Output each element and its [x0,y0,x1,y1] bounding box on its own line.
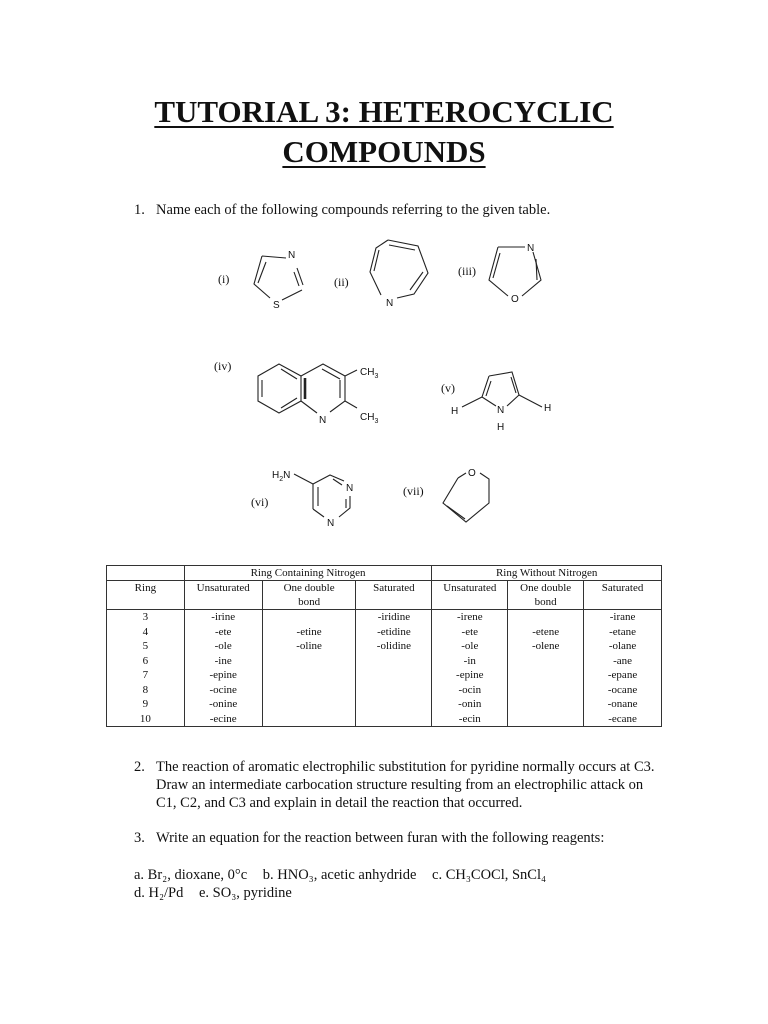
header-n-one-double-bond: One double bond [262,581,356,610]
label-iii: (iii) [458,264,476,278]
cell-n-saturated: -iridine [356,610,432,625]
page-title [0,92,768,172]
cell-n-unsaturated: -ocine [184,683,262,698]
atom-n-i: N [288,250,296,261]
table-row [107,712,662,727]
cell-o-saturated: -epane [584,668,662,683]
header-o-unsaturated: Unsaturated [432,581,508,610]
molecule-vii-dihydrofuran [443,473,489,522]
cell-o-saturated: -olane [584,639,662,654]
atom-o-vii: O [468,468,476,479]
table-column-header-row [107,581,662,610]
cell-ring: 6 [107,654,185,669]
cell-o-unsaturated: -irene [432,610,508,625]
cell-o-unsaturated: -epine [432,668,508,683]
reagent-e: e. SO₃, pyridine [199,885,292,901]
cell-n-saturated: -etidine [356,625,432,640]
cell-ring: 4 [107,625,185,640]
cell-o-saturated: -etane [584,625,662,640]
reagent-c: c. CH₃COCl, SnCl₄ [432,867,547,883]
molecule-iii-oxazole [489,247,541,296]
question-2 [134,758,664,812]
table-group-header-row [107,566,662,581]
cell-n-saturated [356,712,432,727]
table-row [107,668,662,683]
molecule-structures [0,230,768,560]
cell-n-one-double [262,683,356,698]
atom-o-iii: O [511,294,519,305]
atom-s-i: S [273,300,280,311]
cell-n-one-double: -oline [262,639,356,654]
header-o-saturated: Saturated [584,581,662,610]
header-ring: Ring [107,581,185,610]
table-row [107,639,662,654]
amino-group-vi: $H_2N$ [272,470,291,483]
label-v: (v) [441,381,455,395]
molecule-v-pyrrole [462,372,542,407]
table-row [107,654,662,669]
cell-ring: 8 [107,683,185,698]
question-1-number: 1. [134,202,145,218]
cell-ring: 3 [107,610,185,625]
reagent-list [134,866,558,902]
header-ring-nitrogen: Ring Containing Nitrogen [184,566,432,581]
cell-n-one-double: -etine [262,625,356,640]
label-i: (i) [218,272,230,286]
title-line-2: COMPOUNDS [282,134,486,169]
label-ii: (ii) [334,275,349,289]
cell-o-saturated: -onane [584,697,662,712]
cell-o-one-double: -etene [508,625,584,640]
cell-n-unsaturated: -ine [184,654,262,669]
cell-o-one-double [508,668,584,683]
header-ring-without-nitrogen: Ring Without Nitrogen [432,566,662,581]
cell-n-unsaturated: -ecine [184,712,262,727]
label-vi: (vi) [251,495,269,509]
question-1-text: Name each of the following compounds referring to the given table. [156,202,551,218]
cell-n-unsaturated: -onine [184,697,262,712]
cell-n-saturated [356,683,432,698]
header-n-saturated: Saturated [356,581,432,610]
cell-ring: 10 [107,712,185,727]
reagent-row-2 [134,884,558,902]
reagent-a: a. Br₂, dioxane, 0°c [134,867,248,883]
cell-n-one-double [262,697,356,712]
cell-n-one-double [262,712,356,727]
reagent-b: b. HNO₃, acetic anhydride [262,867,417,883]
question-3-number: 3. [134,830,145,846]
reagent-row-1 [134,866,558,884]
cell-ring: 9 [107,697,185,712]
cell-o-one-double [508,712,584,727]
cell-n-unsaturated: -epine [184,668,262,683]
methyl-upper-iv: $CH_3$ [360,367,379,380]
table-row [107,697,662,712]
cell-n-one-double [262,610,356,625]
atom-n-v: N [497,405,505,416]
cell-n-one-double [262,668,356,683]
atom-n-iii: N [527,243,535,254]
cell-n-unsaturated: -ete [184,625,262,640]
atom-n-iv: N [319,415,327,426]
cell-o-saturated: -ecane [584,712,662,727]
cell-n-saturated [356,697,432,712]
table-row [107,683,662,698]
cell-o-saturated: -ane [584,654,662,669]
header-o-one-double-bond: One double bond [508,581,584,610]
cell-o-unsaturated: -ole [432,639,508,654]
table-corner-cell [107,566,185,581]
cell-o-one-double: -olene [508,639,584,654]
label-iv: (iv) [214,359,232,373]
question-2-text: The reaction of aromatic electrophilic substitution for pyridine normally occurs at C3. Draw an intermediate carbocation structure resulting from an electrophilic attack on C1, C2, and C3 and explain in detail the reaction that occurred. [156,759,655,811]
cell-o-unsaturated: -ocin [432,683,508,698]
molecule-vi-aminopyrimidine [294,474,350,517]
title-line-1: TUTORIAL 3: HETEROCYCLIC [154,94,614,129]
cell-n-unsaturated: -irine [184,610,262,625]
cell-o-one-double [508,654,584,669]
cell-o-one-double [508,610,584,625]
cell-n-saturated [356,654,432,669]
table-row [107,625,662,640]
atom-h-nh-v: H [497,422,505,433]
question-3 [134,829,694,847]
suffix-table [106,565,662,727]
cell-n-unsaturated: -ole [184,639,262,654]
cell-n-saturated [356,668,432,683]
methyl-lower-iv: $CH_3$ [360,412,379,425]
cell-o-saturated: -ocane [584,683,662,698]
molecule-iv-quinoline [258,364,357,413]
molecule-ii-azepine [370,240,428,298]
header-n-unsaturated: Unsaturated [184,581,262,610]
table-row [107,610,662,625]
question-1 [134,201,674,219]
atom-n-upper-vi: N [346,483,354,494]
cell-n-one-double [262,654,356,669]
atom-n-lower-vi: N [327,518,335,529]
cell-o-one-double [508,697,584,712]
question-3-text: Write an equation for the reaction between furan with the following reagents: [156,830,605,846]
cell-o-unsaturated: -ecin [432,712,508,727]
cell-o-saturated: -irane [584,610,662,625]
cell-ring: 7 [107,668,185,683]
atom-h-right-v: H [544,403,552,414]
molecule-i-thiazole [254,256,303,300]
atom-n-ii: N [386,298,394,309]
question-2-number: 2. [134,759,145,775]
label-vii: (vii) [403,484,424,498]
cell-n-saturated: -olidine [356,639,432,654]
cell-ring: 5 [107,639,185,654]
atom-h-left-v: H [451,406,459,417]
cell-o-unsaturated: -onin [432,697,508,712]
reagent-d: d. H₂/Pd [134,885,184,901]
cell-o-unsaturated: -ete [432,625,508,640]
cell-o-one-double [508,683,584,698]
cell-o-unsaturated: -in [432,654,508,669]
